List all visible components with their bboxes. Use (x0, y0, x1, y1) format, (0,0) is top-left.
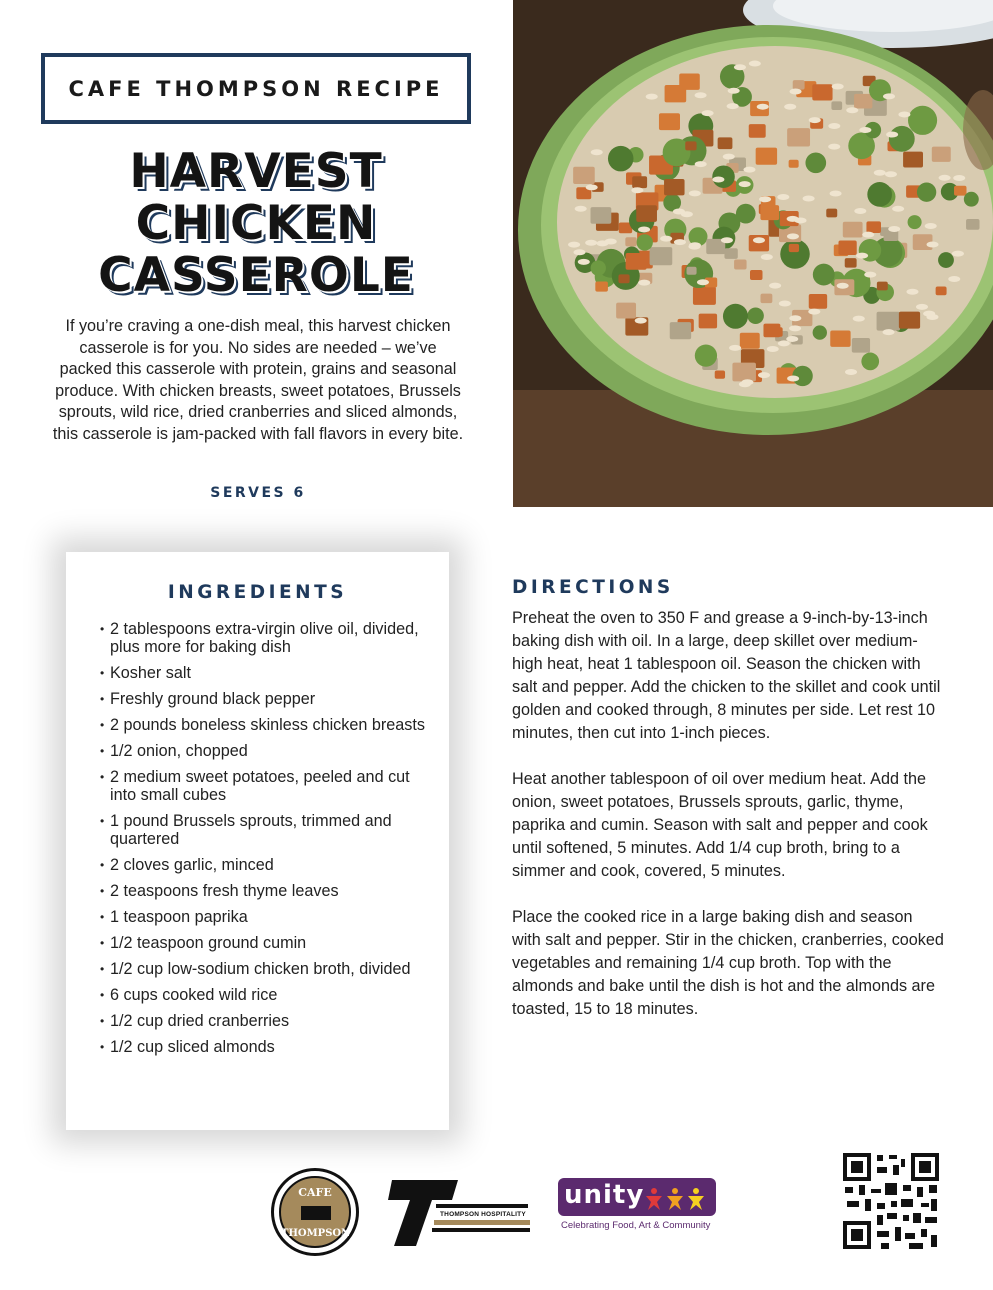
ingredients-list (100, 620, 430, 1064)
ingredient-item: • 1/2 teaspoon ground cumin (100, 934, 430, 952)
cafe-thompson-logo (271, 1168, 359, 1256)
recipe-header-box (41, 53, 471, 124)
directions-text (512, 607, 944, 1044)
directions-paragraph: Preheat the oven to 350 F and grease a 9-inch-by-13-inch baking dish with oil. In a large, deep skillet over medium-high heat, heat 1 tablespoon oil. Season the chicken with salt and pepper. Add the chicken to the skillet and cook until golden and cooked through, 8 minutes per side. Let rest 10 minutes, then cut into 1-inch pieces. (512, 609, 941, 742)
ingredient-item: • 1/2 cup sliced almonds (100, 1038, 430, 1056)
ingredient-item: • 2 tablespoons extra-virgin olive oil, divided, plus more for baking dish (100, 620, 430, 656)
unity-tagline: Celebrating Food, Art & Community (561, 1220, 711, 1231)
ingredient-item: • 2 teaspoons fresh thyme leaves (100, 882, 430, 900)
ingredient-item: • Freshly ground black pepper (100, 690, 430, 708)
unity-logo (558, 1178, 718, 1238)
ingredients-heading: INGREDIENTS (167, 582, 348, 603)
unity-people-icon (646, 1186, 712, 1210)
casserole-photo (513, 0, 993, 507)
recipe-intro: If you’re craving a one-dish meal, this harvest chicken casserole is for you. No sides are needed – we’ve packed this casserole with protein, grains and seasonal produce. With chicken breasts, sweet potatoes, Brussels sprouts, wild rice, dried cranberries and sliced almonds, this casserole is jam-packed with fall flavors in every bite. (52, 317, 464, 443)
qr-code-icon (843, 1153, 939, 1249)
cafe-logo-top-text: CAFE (298, 1186, 332, 1199)
ingredient-item: • 6 cups cooked wild rice (100, 986, 430, 1004)
ingredient-item: • 2 medium sweet potatoes, peeled and cut into small cubes (100, 768, 430, 804)
recipe-header-label: CAFE THOMPSON RECIPE (68, 76, 444, 101)
ingredient-item: • 1/2 onion, chopped (100, 742, 430, 760)
title-line: HARVEST (129, 144, 383, 199)
ingredient-item: • 1/2 cup low-sodium chicken broth, divided (100, 960, 430, 978)
thompson-hospitality-logo (388, 1178, 533, 1248)
title-line: CHICKEN (135, 196, 377, 251)
ingredient-item: • 2 cloves garlic, minced (100, 856, 430, 874)
ingredient-item: • Kosher salt (100, 664, 430, 682)
unity-logo-word: unity (564, 1180, 645, 1210)
ingredient-item: • 1 teaspoon paprika (100, 908, 430, 926)
ingredient-item: • 1/2 cup dried cranberries (100, 1012, 430, 1030)
thompson-logo-text: THOMPSON HOSPITALITY (440, 1211, 526, 1218)
title-line: CASSEROLE (98, 248, 414, 303)
directions-paragraph: Place the cooked rice in a large baking dish and season with salt and pepper. Stir in the chicken, cranberries, cooked vegetables and remaining 1/4 cup broth. Top with the almonds and bake until the dish is hot and the almonds are toasted, 15 to 18 minutes. (512, 908, 944, 1018)
cafe-logo-mark-icon (301, 1206, 331, 1220)
directions-heading: DIRECTIONS (512, 577, 674, 598)
recipe-title (40, 146, 472, 302)
ingredient-item: • 1 pound Brussels sprouts, trimmed and quartered (100, 812, 430, 848)
cafe-logo-bottom-text: THOMPSON (281, 1228, 351, 1239)
ingredients-card (66, 552, 449, 1130)
directions-paragraph: Heat another tablespoon of oil over medium heat. Add the onion, sweet potatoes, Brussels sprouts, garlic, thyme, paprika and cumin. Season with salt and pepper and cook until softened, 5 minutes. Add 1/4 cup broth, bring to a simmer and cook, covered, 5 minutes. (512, 770, 928, 880)
serves-label: SERVES 6 (210, 485, 306, 501)
ingredient-item: • 2 pounds boneless skinless chicken breasts (100, 716, 430, 734)
